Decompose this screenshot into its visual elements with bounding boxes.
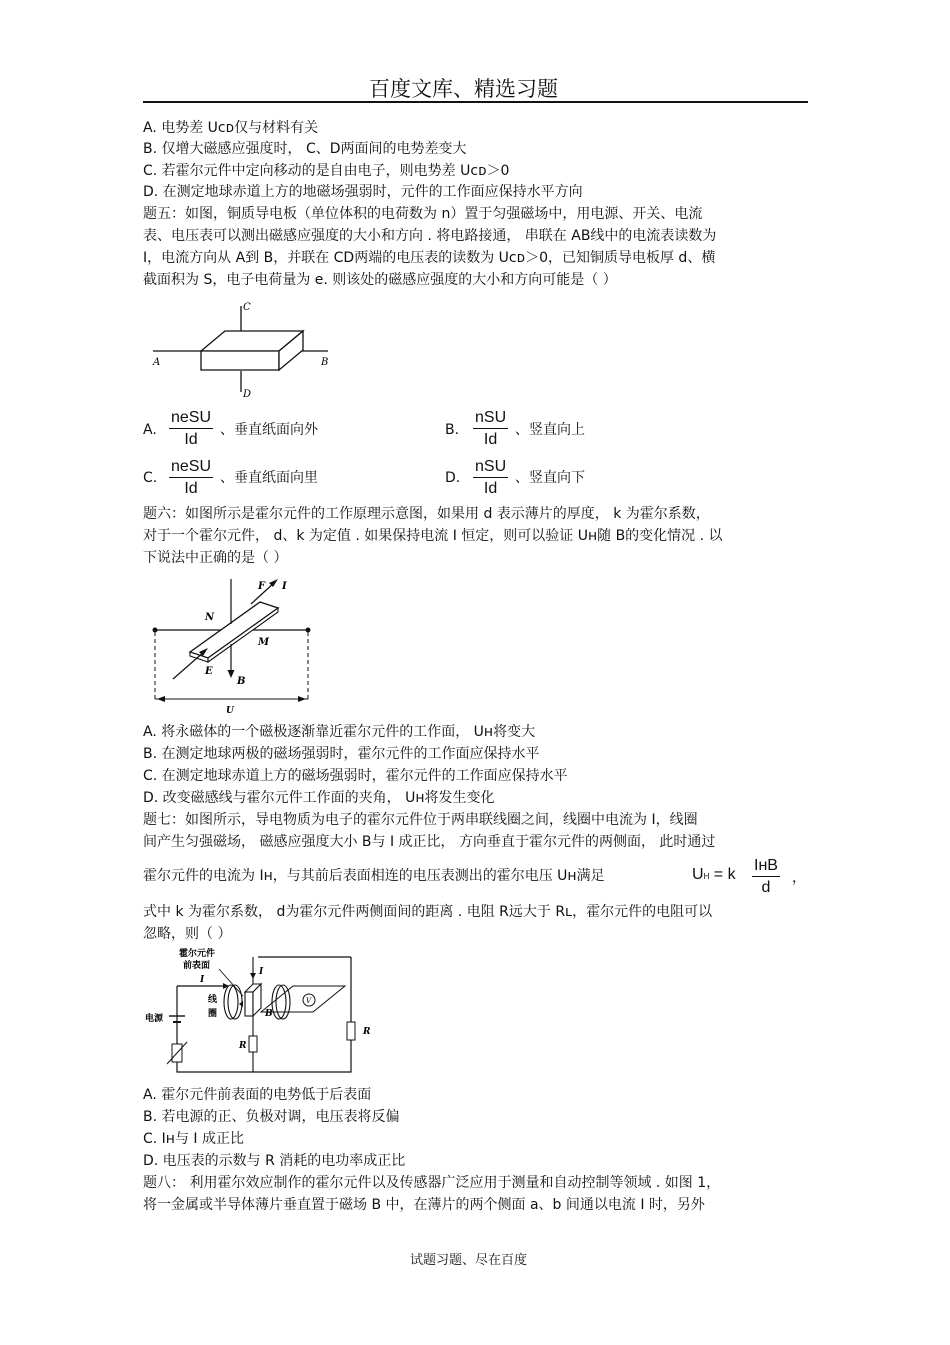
- q6-option-d: D. 改变磁感线与霍尔元件工作面的夹角， Uʜ将发生变化: [143, 790, 495, 806]
- q5-option-c-numerator: neSU: [169, 457, 213, 478]
- q4-option-b: B. 仅增大磁感应强度时， C、D两面间的电势差变大: [143, 141, 467, 157]
- q7-circuit-figure: [143, 944, 383, 1080]
- q5-label-b: B: [321, 357, 329, 368]
- q7-option-a: A. 霍尔元件前表面的电势低于后表面: [143, 1087, 372, 1103]
- q6-text-line-3: 下说法中正确的是（ ）: [143, 550, 288, 566]
- q5-option-a-numerator: neSU: [169, 408, 213, 429]
- q5-copper-plate-figure: [143, 296, 343, 402]
- q6-text-line-2: 对于一个霍尔元件， d、k 为定值 . 如果保持电流 I 恒定，则可以验证 Uʜ随 B的变化情况 . 以: [143, 528, 723, 544]
- q7-label-coil-2: 圈: [208, 1009, 218, 1019]
- q8-text-line-2: 将一金属或半导体薄片垂直置于磁场 B 中，在薄片的两个侧面 a、b 间通以电流 I 时，另外: [143, 1197, 705, 1213]
- q7-text-line-5: 忽略，则（ ）: [143, 926, 232, 942]
- q6-option-c: C. 在测定地球赤道上方的磁场强弱时，霍尔元件的工作面应保持水平: [143, 768, 568, 784]
- q7-voltmeter-label: V: [306, 997, 312, 1005]
- q4-option-a: A. 电势差 Uᴄᴅ仅与材料有关: [143, 120, 319, 136]
- q7-label-i: I: [200, 975, 205, 985]
- q6-hall-element-figure: [143, 574, 323, 714]
- q7-option-c: C. Iʜ与 I 成正比: [143, 1131, 244, 1147]
- page-header-title: 百度文库、精选习题: [369, 77, 558, 101]
- q7-formula-lhs: UH = k: [692, 866, 736, 883]
- q5-option-b-letter: B.: [445, 422, 460, 438]
- q5-option-b-numerator: nSU: [473, 408, 508, 429]
- q6-label-uh: U: [226, 706, 234, 714]
- q5-label-a: A: [153, 357, 161, 368]
- q7-text-line-4: 式中 k 为霍尔系数， d为霍尔元件两侧面间的距离 . 电阻 R远大于 Rʟ，霍尔元件的电阻可以: [143, 904, 713, 920]
- q7-label-source: 电源: [145, 1014, 164, 1024]
- q5-option-c-letter: C.: [143, 470, 158, 486]
- q5-option-a-denominator: Id: [184, 431, 198, 448]
- q7-label-hall-element: 霍尔元件: [179, 949, 216, 959]
- page-footer: 试题习题、尽在百度: [410, 1253, 528, 1268]
- q5-text-line-1: 题五：如图，铜质导电板（单位体积的电荷数为 n）置于匀强磁场中，用电源、开关、电流: [143, 206, 703, 222]
- q6-label-i: I: [282, 581, 287, 592]
- q7-label-coil-1: 线: [208, 995, 218, 1005]
- q5-option-d-fraction: [473, 457, 508, 500]
- q7-label-front-surface: 前表面: [183, 961, 211, 971]
- q7-label-r: R: [239, 1041, 247, 1051]
- q7-label-b: B: [265, 1009, 273, 1019]
- q5-option-b-text: 、竖直向上: [515, 422, 585, 438]
- q5-option-c-denominator: Id: [184, 480, 198, 497]
- q7-text-line-3: 霍尔元件的电流为 Iʜ，与其前后表面相连的电压表测出的霍尔电压 Uʜ满足: [143, 868, 605, 884]
- q7-formula-denominator: d: [761, 879, 771, 896]
- q7-formula-numerator: IʜB: [752, 856, 780, 877]
- q5-option-a-fraction: [169, 408, 213, 451]
- q7-formula-tail: ，: [792, 870, 806, 886]
- q6-text-line-1: 题六：如图所示是霍尔元件的工作原理示意图，如果用 d 表示薄片的厚度， k 为霍尔系数，: [143, 506, 710, 522]
- q8-text-line-1: 题八： 利用霍尔效应制作的霍尔元件以及传感器广泛应用于测量和自动控制等领域 . 如图 1，: [143, 1175, 721, 1191]
- q5-option-d-numerator: nSU: [473, 457, 508, 478]
- q5-text-line-3: I，电流方向从 A到 B，并联在 CD两端的电压表的读数为 Uᴄᴅ＞0，已知铜质导电板厚 d、横: [143, 250, 716, 266]
- q5-option-c-text: 、垂直纸面向里: [220, 470, 318, 486]
- q7-label-ih: I: [259, 967, 264, 977]
- q5-option-b-denominator: Id: [483, 431, 498, 448]
- q5-text-line-2: 表、电压表可以测出磁感应强度的大小和方向 . 将电路接通， 串联在 AB线中的电流表读数为: [143, 228, 717, 244]
- q5-option-d-text: 、竖直向下: [515, 470, 585, 486]
- q6-label-e: E: [205, 666, 213, 677]
- q6-label-b: B: [237, 676, 246, 687]
- q7-formula-fraction: [752, 856, 780, 899]
- q5-option-d-letter: D.: [445, 470, 461, 486]
- q5-option-c-fraction: [169, 457, 213, 500]
- q7-text-line-1: 题七：如图所示，导电物质为电子的霍尔元件位于两串联线圈之间，线圈中电流为 I，线圈: [143, 812, 698, 828]
- q6-label-n: N: [205, 612, 215, 623]
- q6-option-a: A. 将永磁体的一个磁极逐渐靠近霍尔元件的工作面， Uʜ将变大: [143, 724, 536, 740]
- q6-label-f: F: [258, 581, 266, 592]
- q7-option-d: D. 电压表的示数与 R 消耗的电功率成正比: [143, 1153, 406, 1169]
- q5-label-d: D: [243, 389, 252, 400]
- q5-option-a-letter: A.: [143, 422, 157, 438]
- q5-label-c: C: [243, 302, 251, 313]
- q5-text-line-4: 截面积为 S，电子电荷量为 e. 则该处的磁感应强度的大小和方向可能是（ ）: [143, 272, 617, 288]
- q4-option-c: C. 若霍尔元件中定向移动的是自由电子，则电势差 Uᴄᴅ＞0: [143, 163, 510, 179]
- q4-option-d: D. 在测定地球赤道上方的地磁场强弱时，元件的工作面应保持水平方向: [143, 184, 583, 200]
- q7-option-b: B. 若电源的正、负极对调，电压表将反偏: [143, 1109, 400, 1125]
- q6-option-b: B. 在测定地球两极的磁场强弱时，霍尔元件的工作面应保持水平: [143, 746, 540, 762]
- q5-option-d-denominator: Id: [483, 480, 498, 497]
- header-rule: [143, 101, 808, 103]
- q5-option-b-fraction: [473, 408, 508, 451]
- q6-label-m: M: [258, 637, 270, 648]
- q7-label-rl: R: [363, 1027, 371, 1037]
- q7-text-line-2: 间产生匀强磁场， 磁感应强度大小 B与 I 成正比， 方向垂直于霍尔元件的两侧面， 此时通过: [143, 834, 716, 850]
- q5-option-a-text: 、垂直纸面向外: [220, 422, 318, 438]
